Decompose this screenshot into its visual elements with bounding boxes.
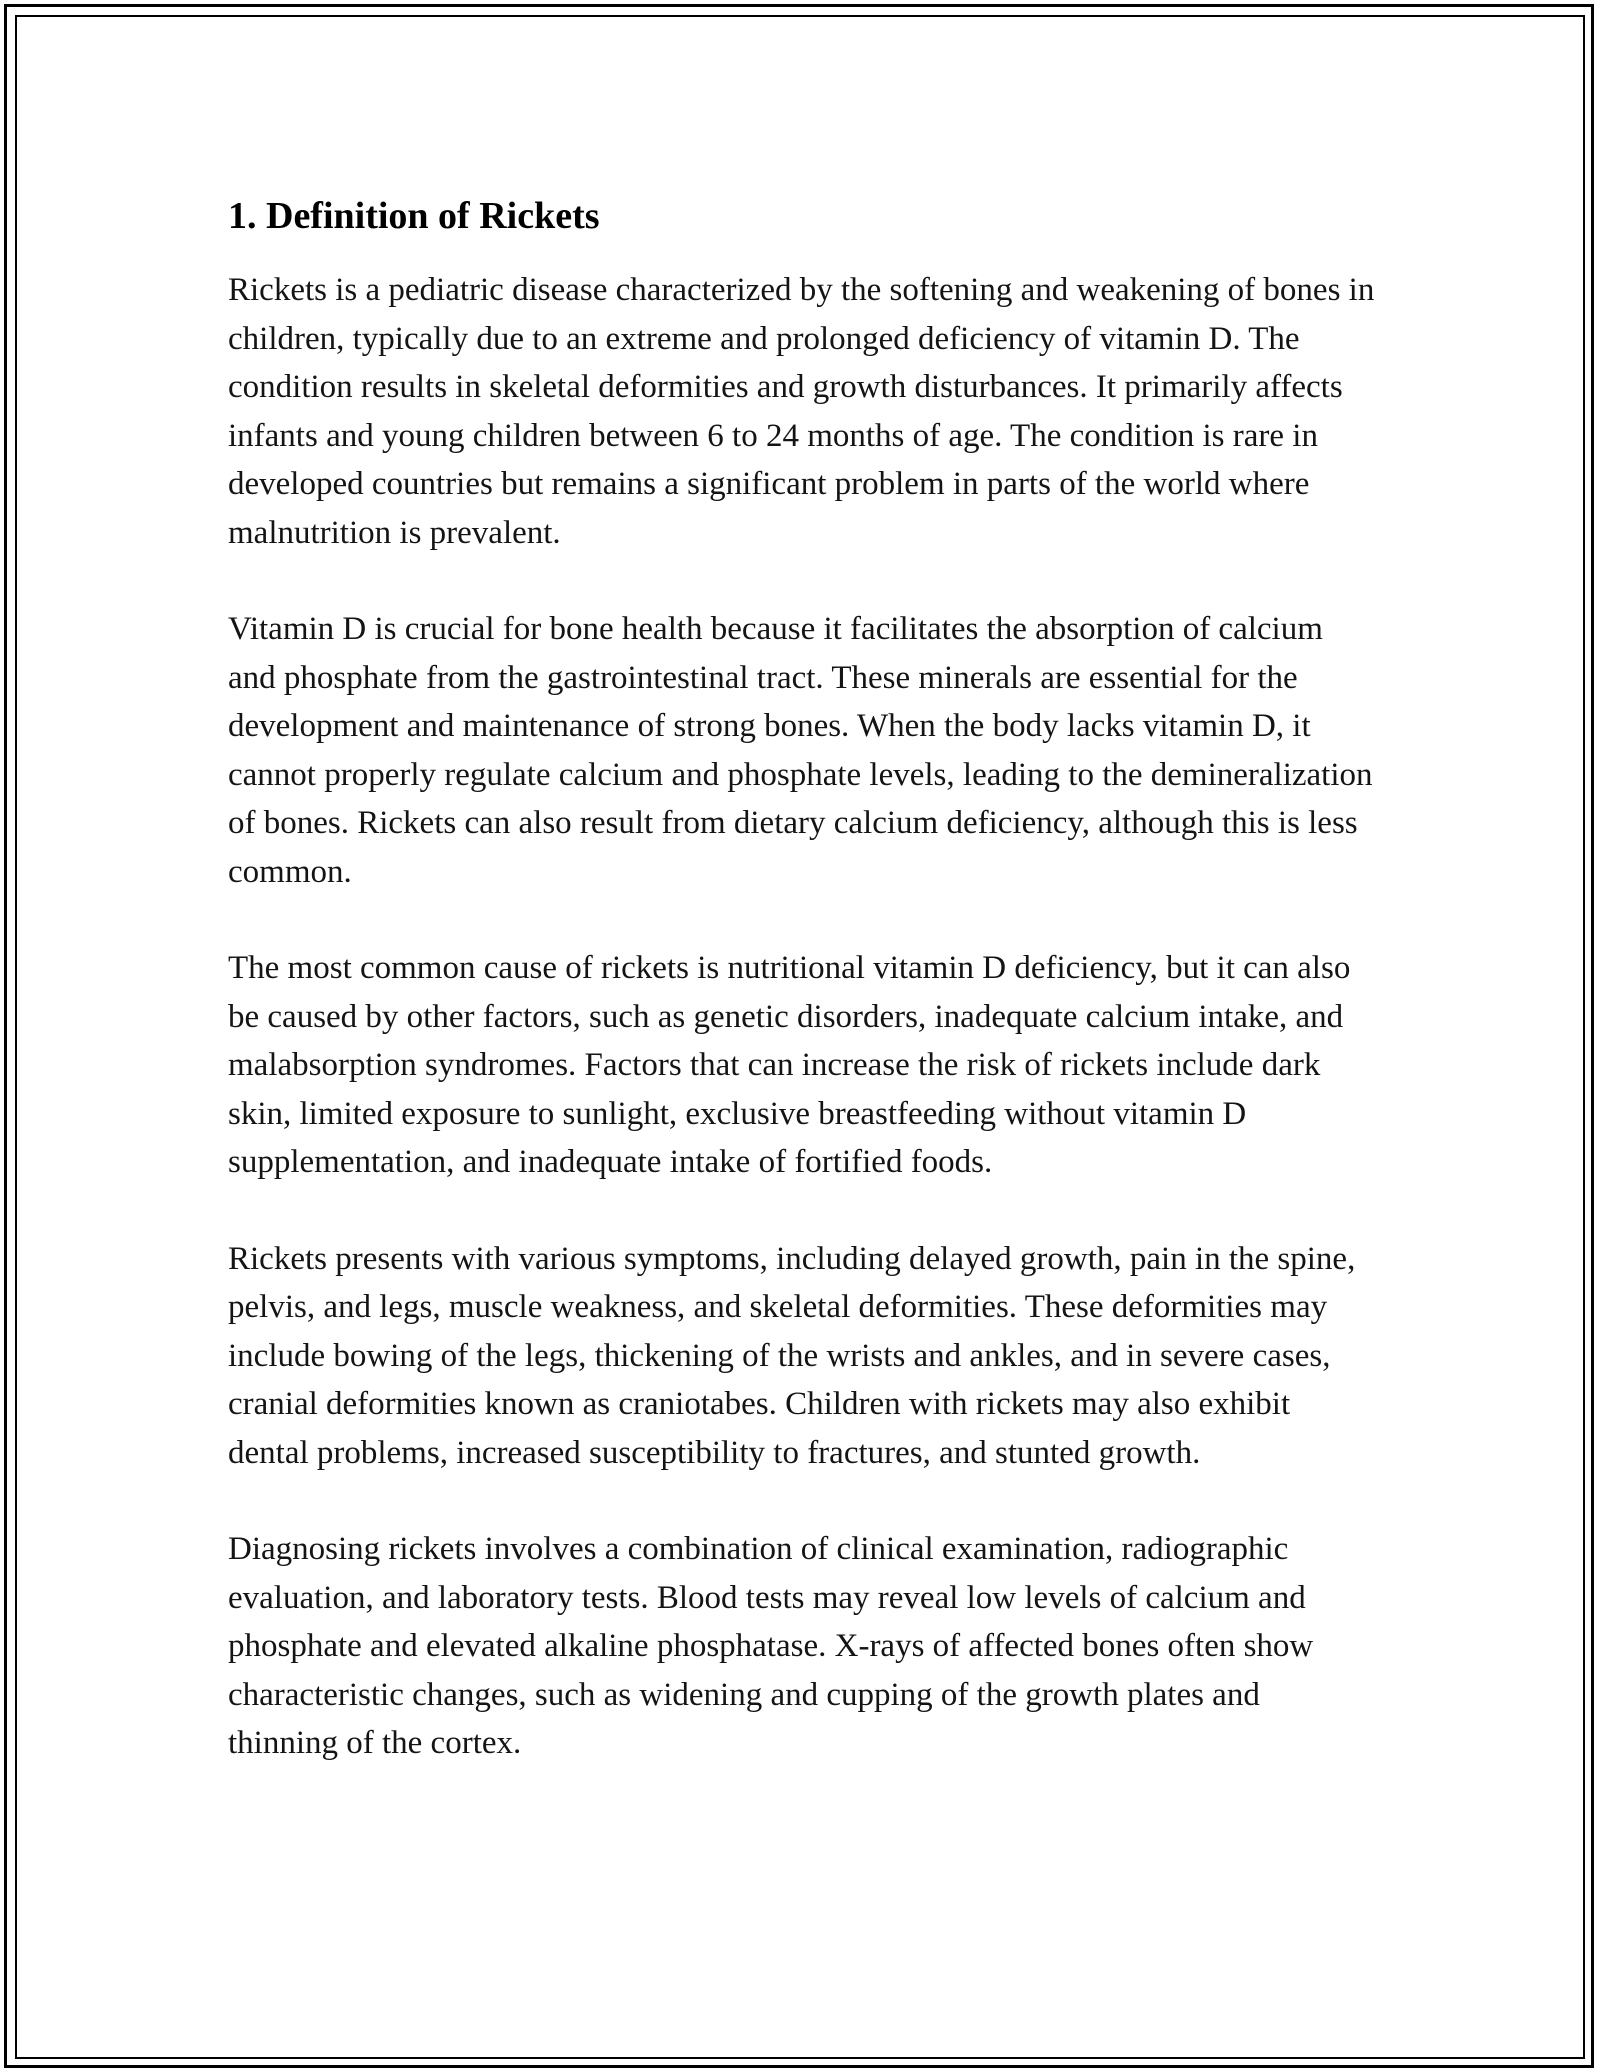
document-body [228,192,1378,1816]
section-heading: 1. Definition of Rickets [228,195,600,237]
paragraph-causes: The most common cause of rickets is nutritional vitamin D deficiency, but it can also be caused by other factors, such as genetic disorders, inadequate calcium intake, and malabsorption syndromes. Factors that can increase the risk of rickets include dark skin, limited exposure to sunlight, exclusive breastfeeding without vitamin D supplementation, and inadequate intake of fortified foods. [228,950,1351,1180]
paragraph-diagnosis: Diagnosing rickets involves a combination of clinical examination, radiographic evaluation, and laboratory tests. Blood tests may reveal low levels of calcium and phosphate and elevated alkaline phosphatase. X-rays of affected bones often show characteristic changes, such as widening and cupping of the growth plates and thinning of the cortex. [228,1531,1314,1761]
paragraph-vitamin-d: Vitamin D is crucial for bone health because it facilitates the absorption of calcium and phosphate from the gastrointestinal tract. These minerals are essential for the development and maintenance of strong bones. When the body lacks vitamin D, it cannot properly regulate calcium and phosphate levels, leading to the demineralization of bones. Rickets can also result from dietary calcium deficiency, although this is less common. [228,611,1373,890]
paragraph-definition: Rickets is a pediatric disease characterized by the softening and weakening of bones in children, typically due to an extreme and prolonged deficiency of vitamin D. The condition results in skeletal deformities and growth disturbances. It primarily affects infants and young children between 6 to 24 months of age. The condition is rare in developed countries but remains a significant problem in parts of the world where malnutrition is prevalent. [228,272,1375,551]
paragraph-symptoms: Rickets presents with various symptoms, including delayed growth, pain in the spine, pelvis, and legs, muscle weakness, and skeletal deformities. These deformities may include bowing of the legs, thickening of the wrists and ankles, and in severe cases, cranial deformities known as craniotabes. Children with rickets may also exhibit dental problems, increased susceptibility to fractures, and stunted growth. [228,1240,1356,1471]
